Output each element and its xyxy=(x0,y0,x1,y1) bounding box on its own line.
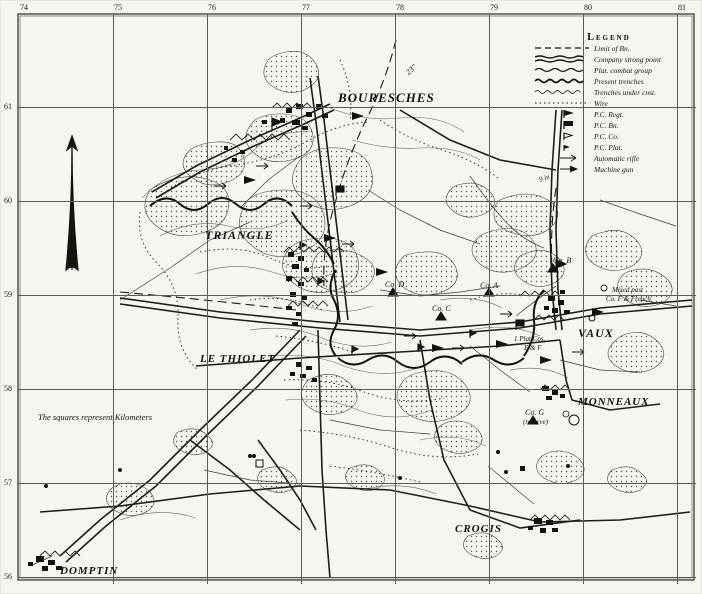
grid-line-horizontal xyxy=(18,389,696,390)
legend-item-pc-regt xyxy=(534,109,684,120)
annotation-23-inch: 23" xyxy=(404,62,419,77)
annotation-co-g: Co. G xyxy=(525,408,545,417)
legend-label: Plat. combat group xyxy=(594,66,652,75)
grid-label-left-56: 56 xyxy=(4,572,12,581)
legend-item-pc-co xyxy=(534,131,684,142)
legend-label: Wire xyxy=(594,99,608,108)
grid-label-top-80: 80 xyxy=(584,3,592,12)
legend-item-limit-of-bn xyxy=(534,43,684,54)
grid-label-left-61: 61 xyxy=(4,102,12,111)
grid-label-top-81: 81 xyxy=(678,3,686,12)
grid-label-top-77: 77 xyxy=(302,3,310,12)
grid-label-left-57: 57 xyxy=(4,478,12,487)
grid-line-horizontal xyxy=(18,483,696,484)
legend-item-automatic-rifle xyxy=(534,153,684,164)
annotation-9-in: 9 in xyxy=(538,172,551,184)
automatic-rifle-icon xyxy=(534,153,590,163)
annotation-one-plat-cos: 1 Plat Cos. xyxy=(514,335,546,343)
legend-item-wire xyxy=(534,98,684,109)
place-label-crogis: CROGIS xyxy=(455,523,502,535)
legend-label: P.C. Co. xyxy=(594,132,619,141)
legend-item-plat-combat-group xyxy=(534,65,684,76)
legend-label: Trenches under cnst. xyxy=(594,88,657,97)
platoon-combat-group-icon xyxy=(534,65,590,75)
pc-regt-icon xyxy=(534,109,590,119)
present-trenches-icon xyxy=(534,76,590,86)
annotation-mixed-post: Mixed post xyxy=(612,286,643,294)
pc-bn-icon xyxy=(534,120,590,130)
wire-icon xyxy=(534,98,590,108)
legend xyxy=(534,32,684,180)
limit-of-bn-icon xyxy=(534,43,590,53)
legend-item-trenches-under-construction xyxy=(534,87,684,98)
grid-label-top-76: 76 xyxy=(208,3,216,12)
grid-label-left-58: 58 xyxy=(4,384,12,393)
scale-note: The squares represent Kilometers xyxy=(38,412,153,422)
annotation-co-f-french: Co. F & French xyxy=(606,295,651,303)
grid-line-vertical xyxy=(489,14,490,584)
grid-line-horizontal xyxy=(18,577,696,578)
annotation-co-g-reserve: (reserve) xyxy=(523,418,549,426)
grid-label-left-59: 59 xyxy=(4,290,12,299)
annotation-co-b: Co. B xyxy=(553,256,572,265)
legend-item-machine-gun xyxy=(534,164,684,175)
grid-line-vertical xyxy=(301,14,302,584)
legend-title: Legend xyxy=(587,32,631,43)
place-label-domptin: DOMPTIN xyxy=(60,565,119,577)
company-strong-point-icon xyxy=(534,54,590,64)
legend-label: Present trenches xyxy=(594,77,644,86)
trenches-under-construction-icon xyxy=(534,87,590,97)
legend-item-present-trenches xyxy=(534,76,684,87)
legend-item-company-strong-point xyxy=(534,54,684,65)
grid-line-vertical xyxy=(207,14,208,584)
grid-label-top-79: 79 xyxy=(490,3,498,12)
place-label-triangle: TRIANGLE xyxy=(205,228,274,242)
place-label-vaux: VAUX xyxy=(578,326,614,340)
annotation-e-and-f: E & F xyxy=(524,344,542,352)
grid-label-top-75: 75 xyxy=(114,3,122,12)
legend-label: Machine gun xyxy=(594,165,634,174)
place-label-le-thiolet: LE THIOLET xyxy=(200,353,276,365)
legend-label: Limit of Bn. xyxy=(594,44,630,53)
annotation-co-d: Co. D xyxy=(385,280,405,289)
grid-line-horizontal xyxy=(18,201,696,202)
annotation-co-a: Co. A xyxy=(480,281,499,290)
pc-plat-icon xyxy=(534,142,590,152)
legend-label: Automatic rifle xyxy=(594,154,640,163)
legend-item-pc-plat xyxy=(534,142,684,153)
place-label-monneaux: MONNEAUX xyxy=(578,396,650,408)
grid-label-left-60: 60 xyxy=(4,196,12,205)
pc-co-icon xyxy=(534,131,590,141)
annotation-co-c: Co. C xyxy=(432,304,451,313)
legend-label: P.C. Regt. xyxy=(594,110,624,119)
legend-label: P.C. Plat. xyxy=(594,143,623,152)
legend-label: Company strong point xyxy=(594,55,661,64)
grid-line-vertical xyxy=(113,14,114,584)
north-arrow xyxy=(66,136,78,270)
grid-line-horizontal xyxy=(18,295,696,296)
legend-label: P.C. Bn. xyxy=(594,121,619,130)
machine-gun-icon xyxy=(534,164,590,174)
grid-label-top-74: 74 xyxy=(20,3,28,12)
legend-item-pc-bn xyxy=(534,120,684,131)
grid-label-top-78: 78 xyxy=(396,3,404,12)
place-label-bouresches: BOURESCHES xyxy=(338,90,435,105)
